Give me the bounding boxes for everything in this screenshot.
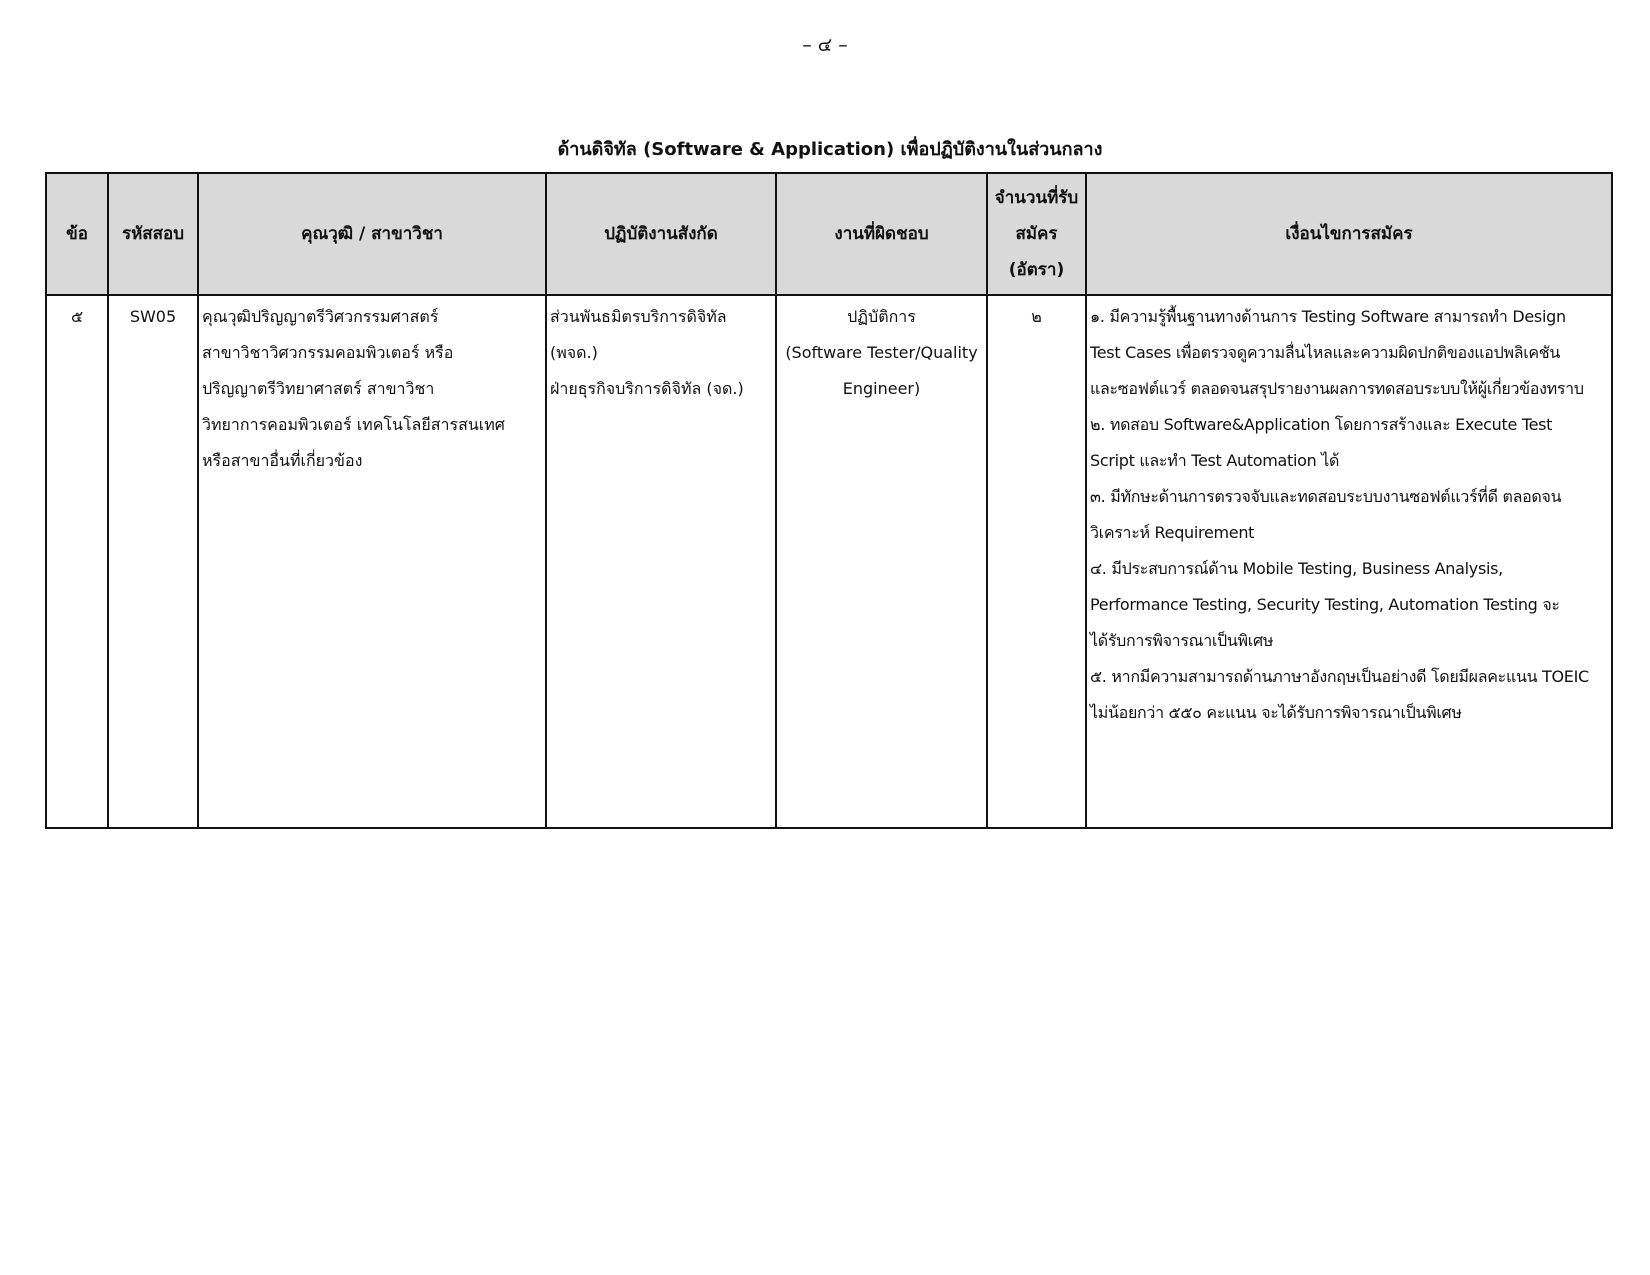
condition-line: ๓. มีทักษะด้านการตรวจจับและทดสอบระบบงานซอฟต์แวร์ที่ดี ตลอดจน xyxy=(1090,487,1562,506)
header-no: ข้อ xyxy=(46,173,108,295)
responsibility-line: (Software Tester/Quality xyxy=(785,343,978,362)
cell-positions: ๒ xyxy=(987,295,1086,828)
responsibility-line: Engineer) xyxy=(842,379,921,398)
condition-line: ๔. มีประสบการณ์ด้าน Mobile Testing, Business Analysis, xyxy=(1090,559,1503,578)
cell-exam-code: SW05 xyxy=(108,295,198,828)
cell-responsibility xyxy=(776,295,987,828)
cell-conditions xyxy=(1086,295,1612,828)
responsibility-line: ปฏิบัติการ xyxy=(847,307,916,326)
condition-line: วิเคราะห์ Requirement xyxy=(1090,523,1255,542)
condition-line: Test Cases เพื่อตรวจดูความลื่นไหลและความผิดปกติของแอปพลิเคชัน xyxy=(1090,343,1560,362)
condition-line: Performance Testing, Security Testing, Automation Testing จะ xyxy=(1090,595,1560,614)
header-qualification: คุณวุฒิ / สาขาวิชา xyxy=(198,173,546,295)
cell-no: ๕ xyxy=(46,295,108,828)
header-conditions: เงื่อนไขการสมัคร xyxy=(1086,173,1612,295)
cell-department xyxy=(546,295,776,828)
condition-line: ๒. ทดสอบ Software&Application โดยการสร้างและ Execute Test xyxy=(1090,415,1553,434)
qualification-line: สาขาวิชาวิศวกรรมคอมพิวเตอร์ หรือ xyxy=(202,343,454,362)
condition-line: Script และทำ Test Automation ได้ xyxy=(1090,451,1340,470)
qualification-line: หรือสาขาอื่นที่เกี่ยวข้อง xyxy=(202,451,363,470)
table-header-row xyxy=(46,173,1612,295)
qualification-line: ปริญญาตรีวิทยาศาสตร์ สาขาวิชา xyxy=(202,379,435,398)
header-positions-line: สมัคร xyxy=(1015,224,1058,244)
header-department: ปฏิบัติงานสังกัด xyxy=(546,173,776,295)
table-title: ด้านดิจิทัล (Software & Application) เพื่อปฏิบัติงานในส่วนกลาง xyxy=(557,139,1103,160)
header-positions-line: จำนวนที่รับ xyxy=(994,188,1079,208)
condition-line: และซอฟต์แวร์ ตลอดจนสรุปรายงานผลการทดสอบระบบให้ผู้เกี่ยวข้องทราบ xyxy=(1090,379,1584,398)
header-positions xyxy=(987,173,1086,295)
positions-table xyxy=(45,172,1613,829)
condition-line: ได้รับการพิจารณาเป็นพิเศษ xyxy=(1090,631,1274,650)
header-positions-line: (อัตรา) xyxy=(1008,260,1065,280)
condition-line: ไม่น้อยกว่า ๕๕๐ คะแนน จะได้รับการพิจารณาเป็นพิเศษ xyxy=(1090,703,1462,722)
page-number: – ๔ – xyxy=(802,34,848,56)
department-line: ฝ่ายธุรกิจบริการดิจิทัล (จด.) xyxy=(550,379,744,398)
department-line: (พจด.) xyxy=(550,343,598,362)
department-line: ส่วนพันธมิตรบริการดิจิทัล xyxy=(550,307,727,326)
header-responsibility: งานที่ผิดชอบ xyxy=(776,173,987,295)
qualification-line: วิทยาการคอมพิวเตอร์ เทคโนโลยีสารสนเทศ xyxy=(202,415,505,434)
qualification-line: คุณวุฒิปริญญาตรีวิศวกรรมศาสตร์ xyxy=(202,307,439,326)
condition-line: ๕. หากมีความสามารถด้านภาษาอังกฤษเป็นอย่างดี โดยมีผลคะแนน TOEIC xyxy=(1090,667,1589,686)
condition-line: ๑. มีความรู้พื้นฐานทางด้านการ Testing Software สามารถทำ Design xyxy=(1090,307,1566,326)
table-row xyxy=(46,295,1612,828)
cell-qualification xyxy=(198,295,546,828)
header-exam-code: รหัสสอบ xyxy=(108,173,198,295)
